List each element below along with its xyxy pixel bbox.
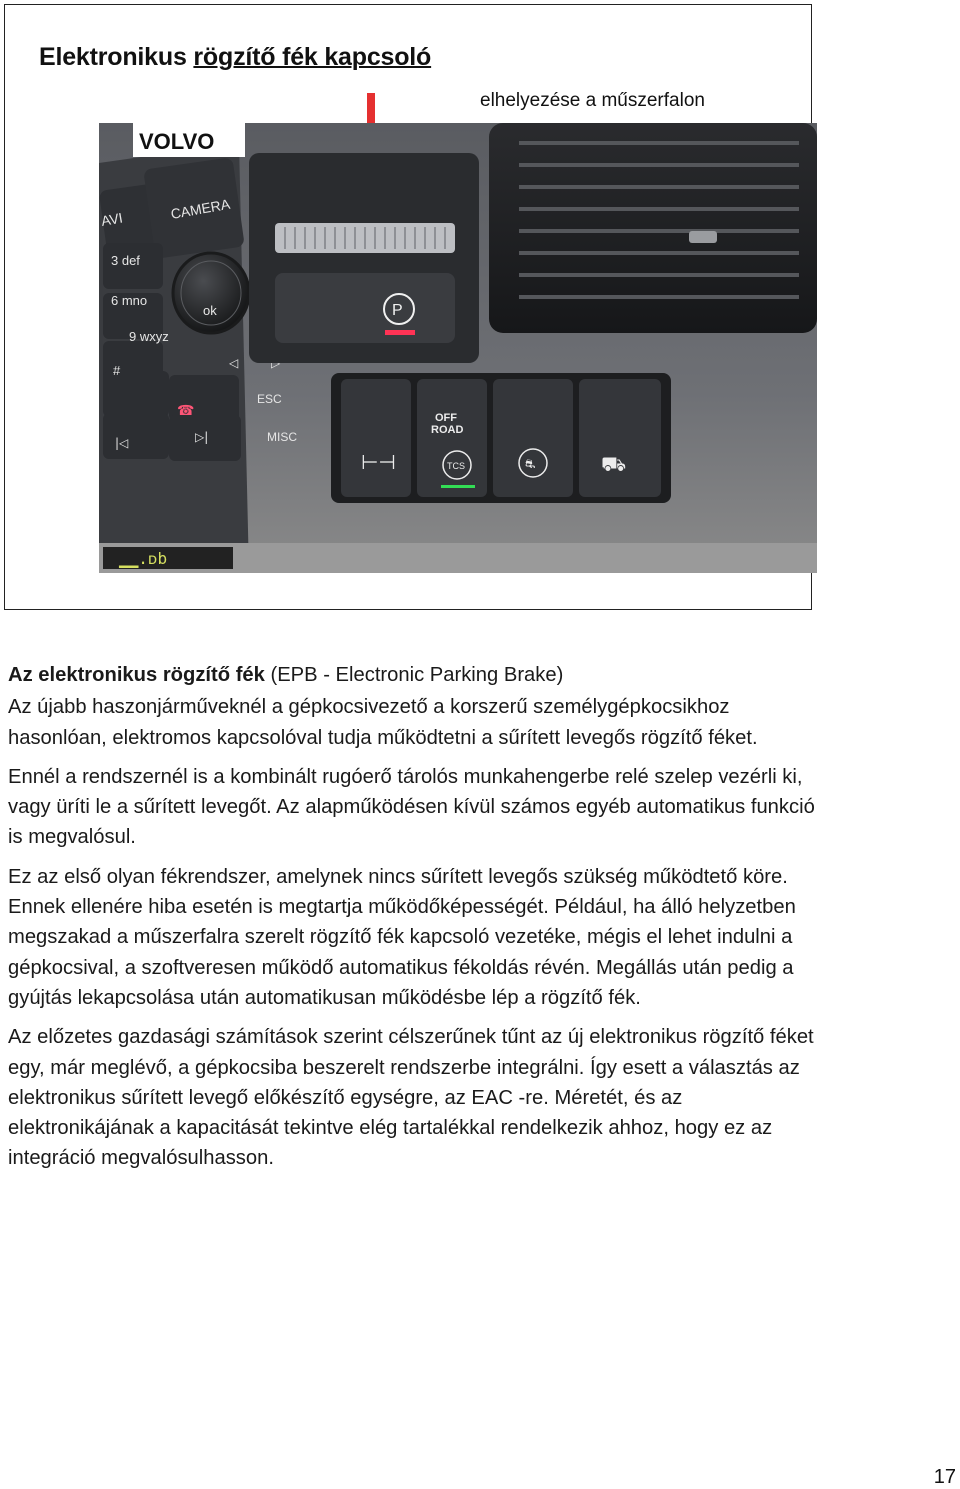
offroad-label: OFF [435, 412, 457, 424]
air-vent [489, 123, 817, 333]
tcs-indicator-green [441, 485, 475, 488]
paragraph-2: Ennél a rendszernél is a kombinált rugóerő tárolós munkahengerbe relé szelep vezérli ki, vagy üríti le a sűrített levegőt. Az alapműködésen kívül számos egyéb automatikus funkció is megvalósul. [8, 765, 815, 849]
key-mno-label: 6 mno [111, 293, 148, 308]
heading-paragraph [8, 660, 828, 690]
navi-key-label: AVI [99, 209, 124, 230]
slide-title-part1: Elektronikus [39, 43, 194, 71]
esc-key-label: ESC [257, 392, 282, 406]
switch-row [331, 373, 671, 503]
phone-hangup-icon: ☎ [177, 403, 195, 419]
key-def-label: 3 def [111, 253, 140, 268]
slide-title-part2: rögzítő fék kapcsoló [193, 43, 432, 71]
parking-brake-switch [249, 153, 479, 363]
parking-indicator-red [385, 330, 415, 335]
parking-p-label: P [392, 302, 403, 319]
hill-start-icon: ⛐ [525, 457, 536, 471]
body-text [8, 660, 828, 1183]
triangle-left-icon: ◁ [229, 356, 239, 370]
paragraph-4: Az előzetes gazdasági számítások szerint célszerűnek tűnt az új elektronikus rögzítő féket egy, már meglévő, a gépkocsiba beszerelt rendszerbe integrálni. Így esett a választás az elektronikus sűrített levegő előkészítő egységre, az EAC -re. Méretét, és az elektronikájának a kapacitását tekintve elég tartalékkal rendelkezik ahhoz, hogy ez az integráció megvalósulhasson. [8, 1026, 814, 1170]
misc-key-label: MISC [267, 430, 297, 444]
dashboard-photo [99, 123, 817, 573]
heading-rest: (EPB - Electronic Parking Brake) [264, 664, 564, 686]
page-number: 17 [933, 1466, 956, 1488]
prev-track-icon: |◁ [115, 436, 129, 450]
tcs-label: TCS [447, 461, 465, 471]
key-wxyz-label: 9 wxyz [129, 329, 169, 344]
paragraph-1: Az újabb haszonjárműveknél a gépkocsivezető a korszerű személygépkocsikhoz hasonlóan, elektromos kapcsolóval tudja működtetni a sűrített levegős rögzítő féket. [8, 696, 758, 749]
display-digits: ▁▁.ᴅb [119, 549, 168, 568]
heading-bold: Az elektronikus rögzítő fék [8, 664, 265, 686]
trailer-icon: ⛟ [601, 452, 627, 476]
camera-key-label: CAMERA [169, 195, 232, 222]
next-track-icon: ▷| [195, 430, 209, 444]
slide-subtitle: elhelyezése a műszerfalon [480, 90, 705, 111]
offroad-label-2: ROAD [431, 424, 464, 436]
brand-label: VOLVO [139, 129, 215, 154]
ok-knob [173, 253, 249, 333]
key-hash-label: # [113, 363, 121, 378]
slide-frame [4, 4, 812, 610]
paragraph-3: Ez az első olyan fékrendszer, amelynek nincs sűrített levegős szükség működtető köre. Ennek ellenére hiba esetén is megtartja működőképességét. Például, ha álló helyzetben megszakad a műszerfalra szerelt rögzítő fék kapcsoló vezetéke, mégis el lehet indulni a gépkocsival, a szoftveresen működő automatikus fékoldás révén. Megállás után pedig a gyújtás lekapcsolása után automatikusan működésbe lép a rögzítő fék. [8, 865, 796, 1009]
ok-label: ok [203, 303, 217, 318]
diff-lock-icon: ⊢⊣ [361, 450, 396, 474]
